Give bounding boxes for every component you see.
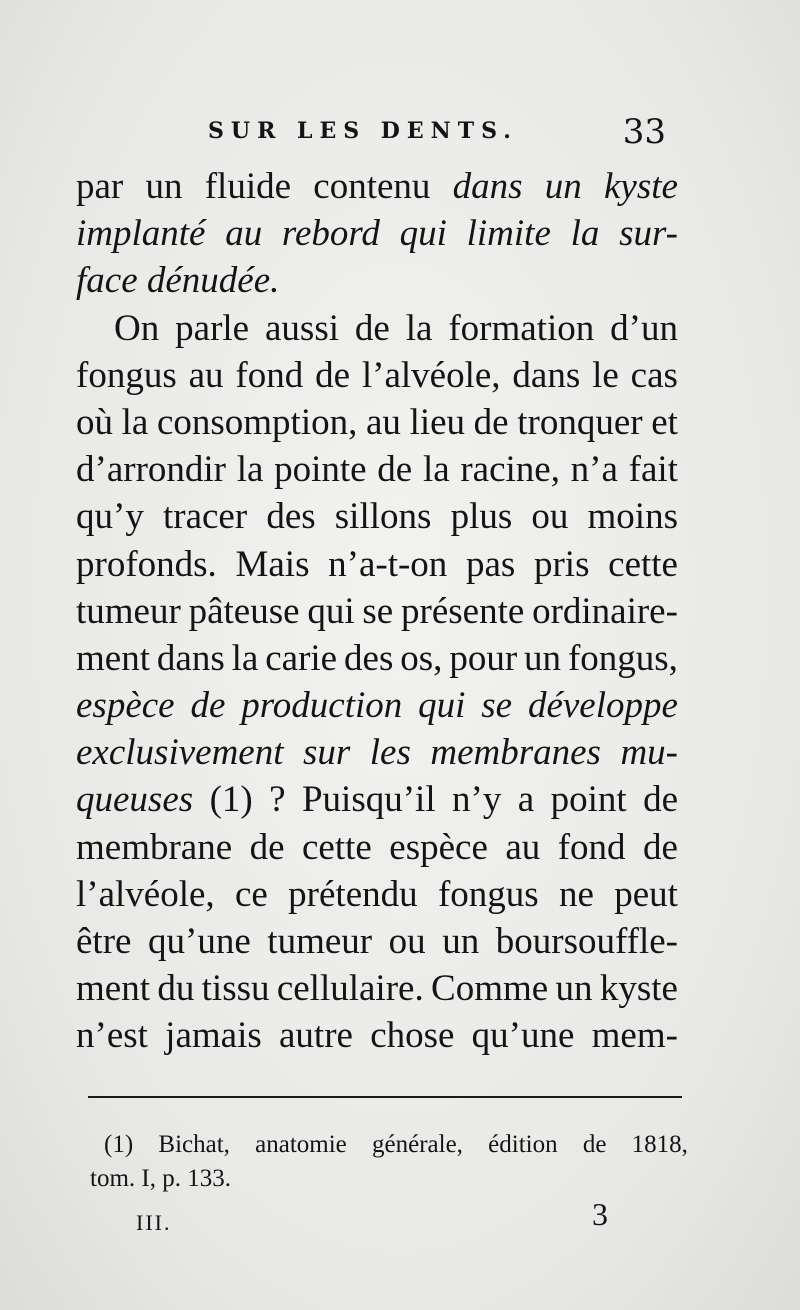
word: les <box>369 732 411 774</box>
word: tracer <box>162 496 248 538</box>
word: racine, <box>460 449 560 491</box>
word: de <box>354 307 390 349</box>
word: un <box>442 921 480 962</box>
word: kyste <box>604 166 678 207</box>
word: qu’une <box>148 921 251 962</box>
word: espèce <box>389 826 488 868</box>
footnote-line <box>90 1128 688 1162</box>
running-head: SUR LES DENTS. <box>208 118 518 144</box>
word: parle <box>175 307 250 349</box>
word: pour <box>449 637 518 679</box>
word: kyste <box>599 968 678 1010</box>
word: ment <box>76 637 150 679</box>
text-line <box>76 1012 678 1059</box>
footnote-word: de <box>582 1131 607 1158</box>
word: exclusivement <box>76 732 284 774</box>
word: fongus <box>437 873 539 915</box>
word: tronquer <box>517 401 643 443</box>
word: ordinaire- <box>532 590 678 632</box>
word: pris <box>533 543 590 585</box>
word: formation <box>448 307 595 349</box>
word: production <box>241 685 403 727</box>
word: par <box>76 166 124 207</box>
word: un <box>145 166 183 207</box>
word: des <box>344 637 394 679</box>
word: l’alvéole, <box>361 354 501 396</box>
word: ou <box>531 496 569 538</box>
text-line <box>76 776 678 823</box>
text-line <box>76 682 678 729</box>
word: os, <box>400 637 443 679</box>
word: cellulaire. <box>276 968 424 1010</box>
word: de <box>249 826 285 868</box>
footnote-word: 1818, <box>631 1131 688 1158</box>
word: mu- <box>620 732 678 774</box>
word: des <box>266 496 316 538</box>
word: la <box>121 401 149 443</box>
word: n’y <box>452 779 502 821</box>
signature-number: 3 <box>592 1196 608 1232</box>
word: espèce <box>76 685 175 727</box>
word: moins <box>587 496 678 538</box>
word: pointe <box>274 449 367 491</box>
word: pâteuse <box>188 590 300 632</box>
word: sur <box>302 732 351 774</box>
word: ce <box>235 873 268 915</box>
word: membranes <box>430 732 601 774</box>
word: sur- <box>619 213 678 255</box>
word: n’a <box>570 449 618 491</box>
word: limite <box>466 213 551 255</box>
word: fond <box>557 826 626 868</box>
word: ment <box>76 968 150 1010</box>
word: cette <box>302 826 372 868</box>
text-line <box>76 635 678 682</box>
text-line <box>76 305 678 352</box>
word: qui <box>307 590 355 632</box>
word: fait <box>628 449 678 491</box>
word: qui <box>418 685 466 727</box>
word: le <box>592 354 619 396</box>
word: n’a-t-on <box>328 543 448 585</box>
word: membrane <box>76 826 233 868</box>
text-line <box>76 729 678 776</box>
word: un <box>544 166 582 207</box>
word: l’alvéole, <box>76 873 215 915</box>
word: de <box>315 354 351 396</box>
word: n’est <box>76 1015 148 1057</box>
word: boursouffle- <box>495 921 678 962</box>
word: dans <box>452 166 523 207</box>
word: où <box>76 401 113 443</box>
word: prétendu <box>288 873 418 915</box>
signature-mark: III. <box>136 1210 172 1235</box>
word: un <box>555 968 593 1010</box>
word: On <box>114 307 160 349</box>
text-line <box>76 210 678 257</box>
footnote-word: (1) <box>104 1131 134 1158</box>
word: Comme <box>431 968 549 1010</box>
word: la <box>236 449 264 491</box>
footnote-word: Bichat, <box>158 1131 230 1158</box>
word: jamais <box>165 1015 262 1057</box>
text-line <box>76 163 678 210</box>
word: aussi <box>265 307 339 349</box>
word: consomption, <box>156 401 358 443</box>
word: cette <box>608 543 678 585</box>
word: face dénudée. <box>76 260 280 302</box>
text-line <box>76 352 678 399</box>
word: la <box>570 213 600 255</box>
page-number: 33 <box>622 112 666 152</box>
word: Puisqu’il <box>301 779 436 821</box>
word: peut <box>614 873 678 915</box>
text-line <box>76 493 678 540</box>
word: plus <box>450 496 513 538</box>
word: de <box>643 826 678 868</box>
word: queuses <box>76 779 194 821</box>
word: pas <box>465 543 516 585</box>
word: qu’y <box>76 496 144 538</box>
word: fluide <box>204 166 292 207</box>
footnote-line: tom. I, p. 133. <box>90 1165 231 1192</box>
word: tissu <box>201 968 270 1010</box>
text-line <box>76 871 678 918</box>
word: être <box>76 921 132 962</box>
word: et <box>651 401 678 443</box>
text-line <box>76 588 678 635</box>
word: lieu <box>409 401 466 443</box>
text-line <box>76 257 678 304</box>
word: présente <box>401 590 525 632</box>
word: fongus <box>76 354 177 396</box>
word: point <box>550 779 627 821</box>
word: se <box>481 685 513 727</box>
word: la <box>422 449 450 491</box>
word: profonds. <box>76 543 217 585</box>
word: (1) <box>209 779 253 821</box>
footnote-word: édition <box>488 1131 558 1158</box>
word: autre <box>279 1015 353 1057</box>
word: tumeur <box>267 921 373 962</box>
word: implanté <box>76 213 206 255</box>
word: qu’une <box>471 1015 575 1057</box>
word: se <box>362 590 394 632</box>
text-line <box>76 918 678 965</box>
word: qui <box>399 213 447 255</box>
text-line <box>76 824 678 871</box>
text-line <box>76 446 678 493</box>
word: d’un <box>610 307 678 349</box>
word: du <box>157 968 195 1010</box>
word: au <box>505 826 541 868</box>
word: de <box>377 449 413 491</box>
word: mem- <box>591 1015 678 1057</box>
body-text <box>76 163 678 1060</box>
text-line <box>76 399 678 446</box>
word: la <box>231 637 259 679</box>
word: dans <box>156 637 225 679</box>
word: fongus, <box>567 637 678 679</box>
word: contenu <box>313 166 431 207</box>
text-line <box>76 541 678 588</box>
word: de <box>643 779 678 821</box>
word: ? <box>269 779 286 821</box>
word: la <box>405 307 433 349</box>
word: fond <box>235 354 304 396</box>
word: dans <box>512 354 581 396</box>
footnote <box>90 1128 688 1196</box>
word: ne <box>558 873 594 915</box>
footnote-rule <box>88 1096 682 1098</box>
word: ou <box>388 921 426 962</box>
word: cas <box>630 354 678 396</box>
word: de <box>190 685 226 727</box>
word: tumeur <box>76 590 181 632</box>
word: au <box>188 354 224 396</box>
text-line <box>76 965 678 1012</box>
word: un <box>524 637 562 679</box>
footnote-word: anatomie <box>255 1131 347 1158</box>
word: rebord <box>281 213 380 255</box>
word: sillons <box>334 496 432 538</box>
word: carie <box>265 637 338 679</box>
word: d’arrondir <box>76 449 226 491</box>
word: de <box>473 401 509 443</box>
word: chose <box>370 1015 455 1057</box>
word: développe <box>527 685 678 727</box>
page-header <box>208 112 678 162</box>
word: au <box>366 401 401 443</box>
footnote-word: générale, <box>372 1131 463 1158</box>
word: Mais <box>235 543 310 585</box>
word: a <box>517 779 535 821</box>
word: au <box>225 213 263 255</box>
